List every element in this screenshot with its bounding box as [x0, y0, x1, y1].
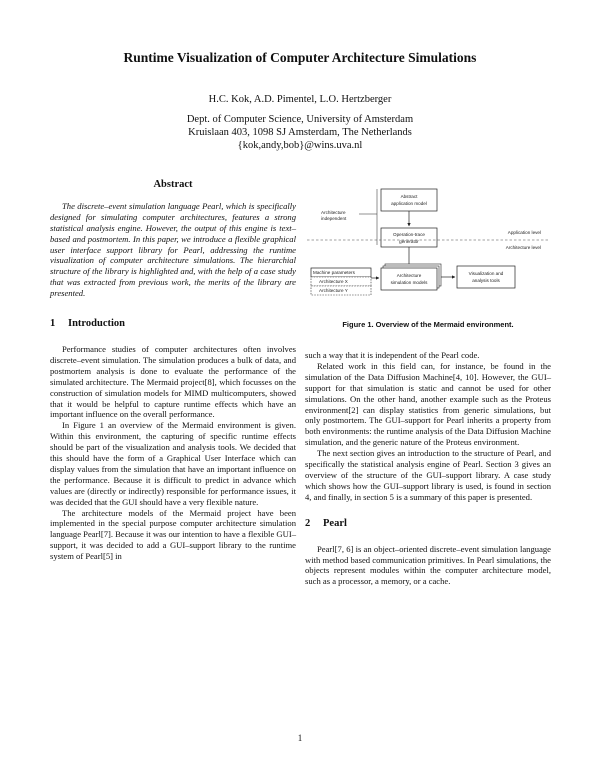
section-heading-introduction	[50, 319, 296, 330]
abstract-model-line2: application model	[391, 201, 427, 206]
abstract-heading: Abstract	[153, 179, 193, 190]
arch-independent-line1: Architecture	[321, 210, 346, 215]
intro-paragraph-3: The architecture models of the Mermaid project have been implemented in the special purpose computer architecture simulation language Pearl[7]. Because it was our intention to have a flexible GUI–support, it was decided to add a GUI–support library to the runtime system of Pearl[5] in	[50, 507, 296, 562]
page-number: 1	[297, 733, 303, 743]
trace-generator-line2: generator	[399, 239, 419, 244]
viz-tools-box	[457, 266, 515, 288]
application-level-label: Application level	[507, 230, 541, 235]
paper-authors: H.C. Kok, A.D. Pimentel, L.O. Hertzberger	[208, 94, 392, 105]
pearl-paragraph-1: Pearl[7, 6] is an object–oriented discrete–event simulation language with method based communication primitives. In Pearl simulations, the objects represent modules within the computer architecture model, such as a processor, a memory, or a cache.	[305, 543, 551, 587]
sim-models-line2: simulation models	[390, 280, 428, 285]
sim-models-box	[381, 268, 437, 290]
right-column	[305, 350, 551, 587]
intro-continued-3: The next section gives an introduction to the structure of Pearl, and specifically the statistical analysis engine of Pearl. Section 3 gives an overview of the structure of the GUI–support library. A case study which shows how the GUI–support library is used, is found in section 4, and finally, in section 5 is a summary of this paper is presented.	[305, 448, 551, 502]
affiliation-block	[0, 113, 600, 152]
sim-models-line1: Architecture	[396, 273, 422, 278]
abstract-model-line1: Abstract	[400, 194, 418, 199]
section-title: Pearl	[323, 517, 347, 529]
architecture-x-label: Architecture X	[319, 279, 348, 284]
viz-tools-line1: Visualization and	[468, 271, 504, 276]
intro-paragraph-1: Performance studies of computer architectures often involves discrete–event simulation. The simulation produces a bulk of data, and postmortem analysis is done to evaluate the performance of the simulated architecture. The Mermaid project[8], which focusses on the construction of simulation models for MIMD multicomputers, showed that it would be helpful to capture runtime effects which have an important influence on the overall performance.	[50, 343, 296, 420]
arch-independent-line2: independent	[321, 216, 347, 221]
figure-caption: Figure 1. Overview of the Mermaid environment.	[342, 320, 514, 329]
architecture-y-label: Architecture Y	[319, 288, 348, 293]
figure-mermaid-overview	[305, 183, 551, 315]
architecture-level-label: Architecture level	[505, 245, 541, 250]
affiliation-department: Dept. of Computer Science, University of Amsterdam	[186, 114, 414, 125]
abstract-model-box	[381, 189, 437, 211]
affiliation-address: Kruislaan 403, 1098 SJ Amsterdam, The Netherlands	[188, 127, 412, 138]
section-heading-pearl	[305, 519, 551, 530]
figure-diagram	[305, 183, 551, 315]
affiliation-email: {kok,andy,bob}@wins.uva.nl	[237, 140, 363, 151]
section-number: 1	[50, 318, 56, 330]
trace-generator-box	[381, 228, 437, 247]
trace-generator-line1: Operation-trace	[393, 232, 425, 237]
paper-title: Runtime Visualization of Computer Architecture Simulations	[123, 50, 477, 65]
section-title: Introduction	[68, 318, 125, 330]
abstract-text: The discrete–event simulation language Pearl, which is specifically designed for simulating computer architectures, features a strong statistical analysis engine. However, the output of this engine is text–based and postmortem. In this paper, we introduce a flexible graphical user interface support library for Pearl, addressing the runtime visualization of computer architecture simulations. The hierarchial structure of the library is highlighted and, with the help of a case study that was extracted from previous work, the merits of the library are presented.	[50, 200, 296, 299]
intro-continued-1: such a way that it is independent of the Pearl code.	[305, 350, 480, 360]
intro-paragraph-2: In Figure 1 an overview of the Mermaid environment is given. Within this environment, the capturing of specific runtime effects should be part of the visualization and analysis tools. We decided that this should have the form of a Graphical User Interface which can display values from the simulation that have an important influence on the performance. Because it is difficult to predict in advance which values are (directly or indirectly) responsible for performance issues, it was decided that the GUI should have a very flexible nature.	[50, 420, 296, 507]
machine-parameters-label: Machine parameters	[313, 270, 355, 275]
viz-tools-line2: analysis tools	[472, 278, 500, 283]
left-column	[50, 180, 296, 562]
intro-continued-2: Related work in this field can, for instance, be found in the simulation of the Data Diffusion Machine[4, 10]. However, the GUI–support for that simulation is static and cannot be used for other simulations. On the other hand, another example such as the Proteus environment[2] can display statistics from generic simulations, but only postmortem. The GUI–support for Pearl inherits a property from both environments: the runtime analysis of the Data Diffusion Machine simulation, and the generic nature of the Proteus environment.	[305, 360, 551, 448]
section-number: 2	[305, 517, 311, 529]
